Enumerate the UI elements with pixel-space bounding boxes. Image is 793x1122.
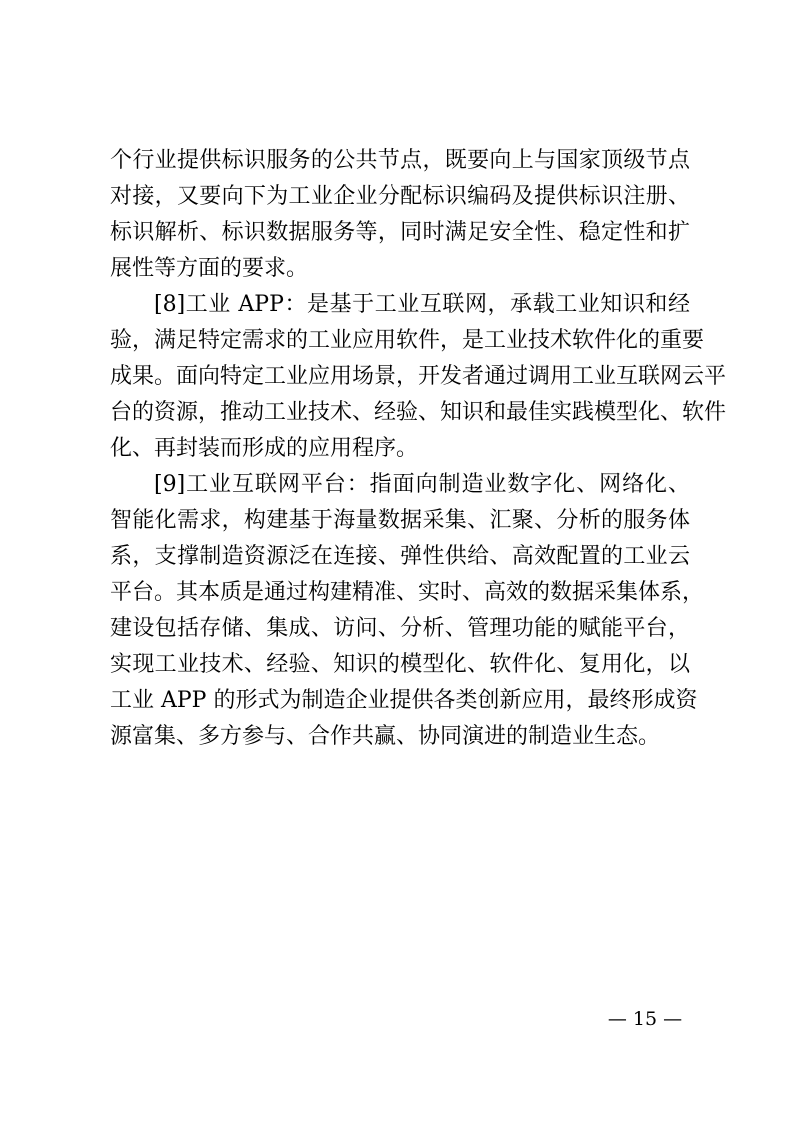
paragraph-line: 对接，又要向下为工业企业分配标识编码及提供标识注册、 [110, 184, 690, 209]
paragraph-line: 展性等方面的要求。 [110, 256, 309, 281]
paragraph-line: 智能化需求，构建基于海量数据采集、汇聚、分析的服务体 [110, 508, 690, 533]
paragraph-line: 化、再封装而形成的应用程序。 [110, 436, 419, 461]
paragraph-line: 源富集、多方参与、合作共赢、协同演进的制造业生态。 [110, 724, 661, 749]
paragraph-line: 工业 APP 的形式为制造企业提供各类创新应用，最终形成资 [110, 688, 698, 713]
paragraph-line: 标识解析、标识数据服务等，同时满足安全性、稳定性和扩 [110, 220, 690, 245]
paragraph-line: 系，支撑制造资源泛在连接、弹性供给、高效配置的工业云 [110, 544, 690, 569]
paragraph-line: 建设包括存储、集成、访问、分析、管理功能的赋能平台， [110, 616, 690, 641]
page-number: — 15 — [607, 1008, 683, 1030]
paragraph-line: 平台。其本质是通过构建精准、实时、高效的数据采集体系， [110, 580, 705, 605]
paragraph-line: 成果。面向特定工业应用场景，开发者通过调用工业互联网云平 [110, 364, 727, 389]
paragraph-line: 实现工业技术、经验、知识的模型化、软件化、复用化，以 [110, 652, 690, 677]
paragraph-line: 验，满足特定需求的工业应用软件，是工业技术软件化的重要 [110, 328, 705, 353]
paragraph-line: 个行业提供标识服务的公共节点，既要向上与国家顶级节点 [110, 148, 690, 173]
paragraph-line-first: [9]工业互联网平台：指面向制造业数字化、网络化、 [154, 472, 690, 497]
paragraph-line: 台的资源，推动工业技术、经验、知识和最佳实践模型化、软件 [110, 400, 727, 425]
paragraph-line-first: [8]工业 APP：是基于工业互联网，承载工业知识和经 [154, 292, 690, 317]
